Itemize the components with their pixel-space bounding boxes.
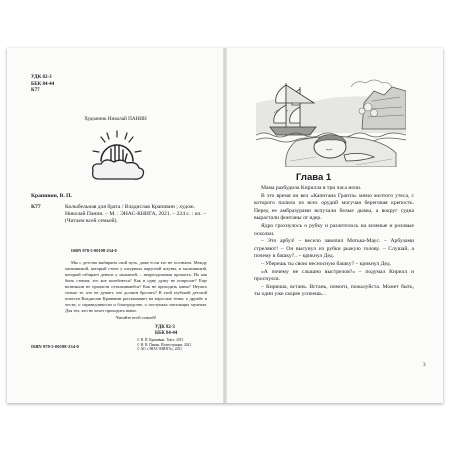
paragraph: «А почему не слышно выстрелов?» – подумал Кирилл и проснулся. <box>254 268 414 283</box>
author-mark: К77 <box>31 88 40 94</box>
book-annotation: Мы с детства выбираем свой путь, даже если это не осознаем. Между мальчишкой, который стоит у штурвала парусной шхуны, и мальчишкой, который отбирает деньги у малышей, – непреодолимая пропасть. Но как быть стенам, его кое колебнется? Как в одну душу не попросит? Еще возникали не пропасти отталкиваюбся? Как не проходить мимо? Неужто только те, кто не думает, что должен бросить? В этой глубокой детской повести Владислав Крапивин рассказывает на взрослые темы: о дружбе и чести, о справедливости и благородстве, о поступках настоящих мужчин. Для тех, кто не хочет проходить мимо. <box>65 260 207 313</box>
page-number: 3 <box>423 362 426 368</box>
bbk-code: ББК 84-44 <box>155 331 178 337</box>
udk-block-bottom <box>155 325 177 338</box>
chapter-title: Глава 1 <box>296 172 332 183</box>
illustrator-credit: Художник Николай ПАНИН <box>84 116 147 122</box>
copyright-line: © АО «ЭНАС-КНИГА», 2021 <box>137 347 182 352</box>
paragraph: В это время он вел «Капитана Гранта» мимо желтого утеса, с которого палила из всех орудий могучая береговая крепость. Перед ее амбразурами вспухали белые дымы, а вокруг судна вырастали фонтаны от ядер. <box>254 192 414 222</box>
paragraph: – Это арбуз! – весело завопил Мотька-Маус. – Арбузами стреляют! – Он высунул из рубки рыжую голову. – Слушай, а почему в башку?.. – крикнул Дед. <box>254 238 414 260</box>
isbn-footer: ISBN 978-5-00198-234-0 <box>31 344 79 349</box>
left-page <box>7 48 224 403</box>
udk-block-top <box>31 75 54 95</box>
copyright-block <box>137 338 191 352</box>
author-sign-code: К77 <box>31 204 41 210</box>
paragraph: Мама разбудила Кирилла в три часа ночи. <box>261 185 362 191</box>
bibliographic-entry: Колыбельная для брата / Владислав Крапивин ; худож. Николай Панин. – М. : ЭНАС-КНИГА, 2021. – 224 с. : ил. – (Читаем всей семьей). <box>65 204 207 225</box>
bbk-code: ББК 84-44 <box>31 81 55 87</box>
isbn-entry: ISBN 978-5-00198-234-0 <box>71 248 117 253</box>
author-heading: Крапивин, В. П. <box>31 193 72 199</box>
udk-code: УДК 82-3 <box>155 325 175 330</box>
paragraph: – Кирюша, встань. Встань, помоги, пожалуйста. Может быть, ты один уже скорее успеешь... <box>254 283 414 298</box>
udk-code: УДК 82-3 <box>31 75 52 80</box>
copyright-line: © В. П. Крапивин. Текст, 2015 <box>137 338 184 342</box>
paragraph: – Уберешь ты свою несносную башку? – крикнул Дед. <box>261 260 392 267</box>
sun-hand-emblem-icon <box>87 127 147 185</box>
paragraph: Ядро грохнулось о рубку и разлетелось на зеленые и розовые осколки. <box>254 222 414 237</box>
annotation-slogan: Читайте всей семьей! <box>115 315 157 320</box>
book-spread <box>7 48 443 403</box>
chapter-illustration <box>256 73 406 167</box>
chapter-body <box>254 185 414 299</box>
right-page <box>226 48 443 403</box>
copyright-line: © Н. В. Панин. Иллюстрации, 2021 <box>137 342 192 347</box>
